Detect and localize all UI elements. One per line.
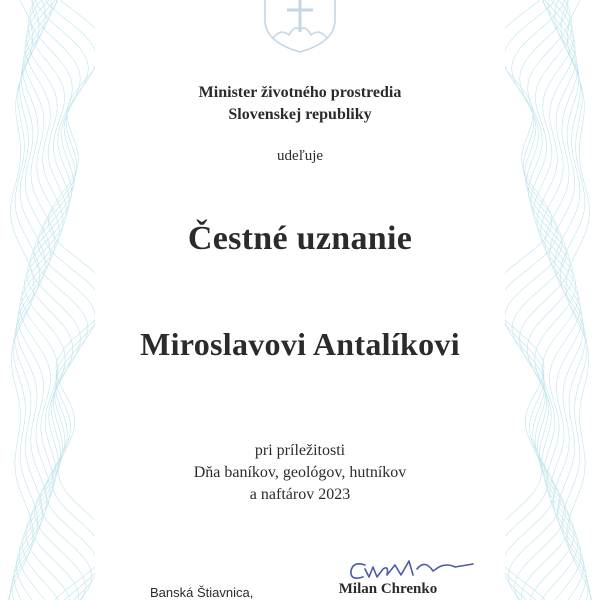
issuer-line-1: Minister životného prostredia — [198, 84, 402, 101]
occasion-line-3: a naftárov 2023 — [249, 486, 351, 503]
issuer-line-2: Slovenskej republiky — [228, 106, 372, 123]
recipient-name: Miroslavovi Antalíkovi — [140, 326, 460, 362]
signer-name: Milan Chrenko — [338, 581, 438, 597]
issuer — [0, 82, 600, 126]
occasion-line-2: Dňa baníkov, geológov, hutníkov — [193, 464, 407, 481]
occasion — [0, 440, 600, 506]
place-label: Banská Štiavnica, — [150, 585, 254, 600]
occasion-line-1: pri príležitosti — [254, 442, 346, 459]
award-title: Čestné uznanie — [187, 220, 413, 257]
awards-text: udeľuje — [276, 148, 324, 164]
coat-of-arms-icon — [259, 0, 341, 54]
